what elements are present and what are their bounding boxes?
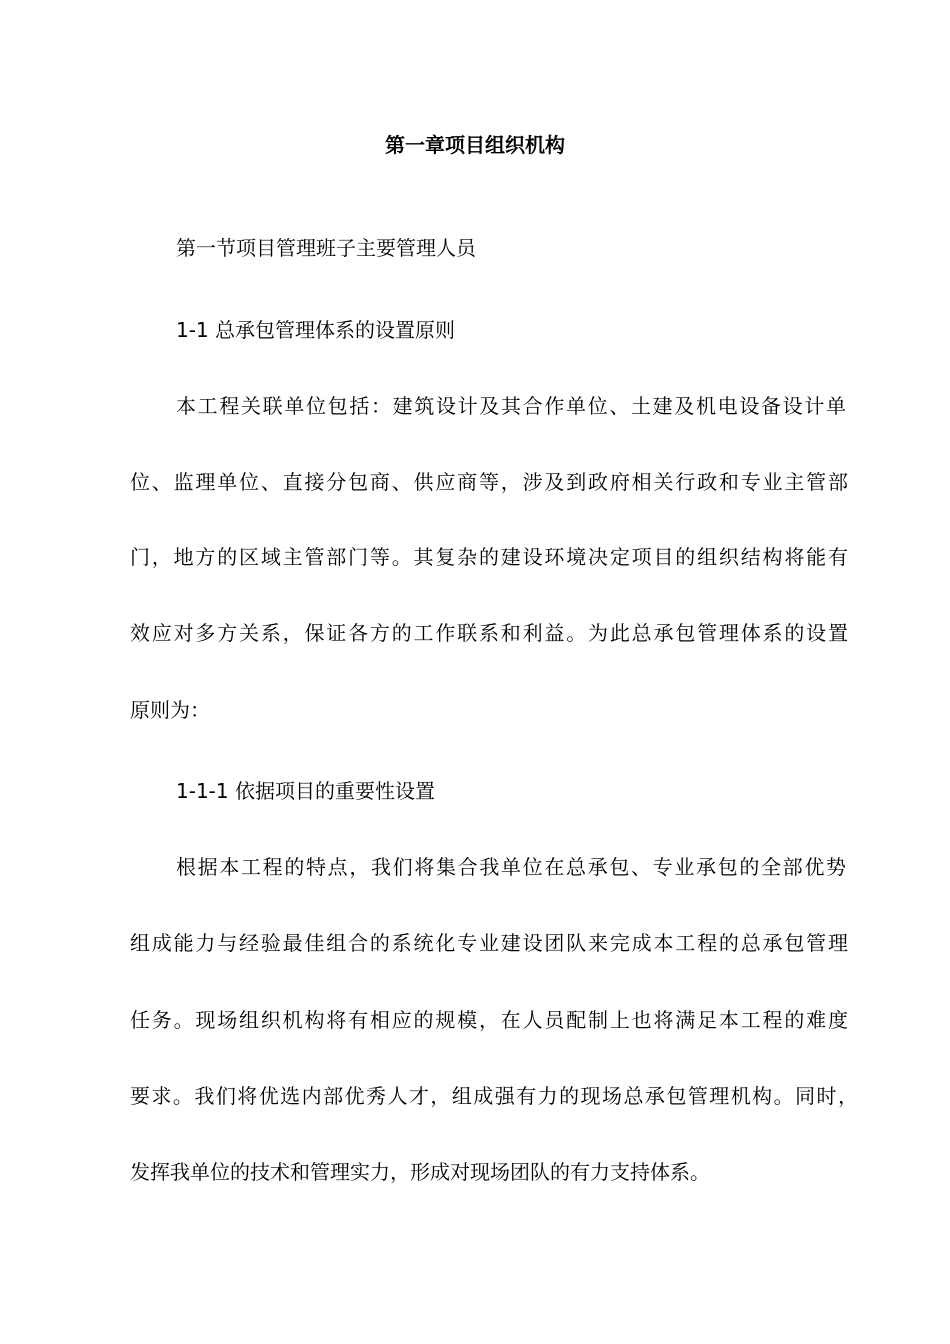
paragraph-1-line: 位、监理单位、直接分包商、供应商等，涉及到政府相关行政和专业主管部 xyxy=(130,470,848,494)
sub-heading-1: 1-1 总承包管理体系的设置原则 xyxy=(176,318,456,342)
paragraph-2-line: 发挥我单位的技术和管理实力，形成对现场团队的有力支持体系。 xyxy=(130,1160,710,1184)
paragraph-2-line: 任务。现场组织机构将有相应的规模，在人员配制上也将满足本工程的难度 xyxy=(130,1008,848,1032)
paragraph-2-line: 组成能力与经验最佳组合的系统化专业建设团队来完成本工程的总承包管理 xyxy=(130,931,848,955)
paragraph-2-line: 根据本工程的特点，我们将集合我单位在总承包、专业承包的全部优势 xyxy=(176,855,846,879)
paragraph-1-line: 原则为： xyxy=(130,698,210,722)
chapter-title: 第一章项目组织机构 xyxy=(385,133,565,157)
sub-heading-2: 1-1-1 依据项目的重要性设置 xyxy=(176,779,435,803)
paragraph-2-line: 要求。我们将优选内部优秀人才，组成强有力的现场总承包管理机构。同时， xyxy=(130,1084,858,1108)
paragraph-1-line: 门，地方的区域主管部门等。其复杂的建设环境决定项目的组织结构将能有 xyxy=(130,545,848,569)
section-heading: 第一节项目管理班子主要管理人员 xyxy=(176,236,476,260)
paragraph-1-line: 效应对多方关系，保证各方的工作联系和利益。为此总承包管理体系的设置 xyxy=(130,621,848,645)
paragraph-1-line: 本工程关联单位包括：建筑设计及其合作单位、土建及机电设备设计单 xyxy=(176,394,846,418)
